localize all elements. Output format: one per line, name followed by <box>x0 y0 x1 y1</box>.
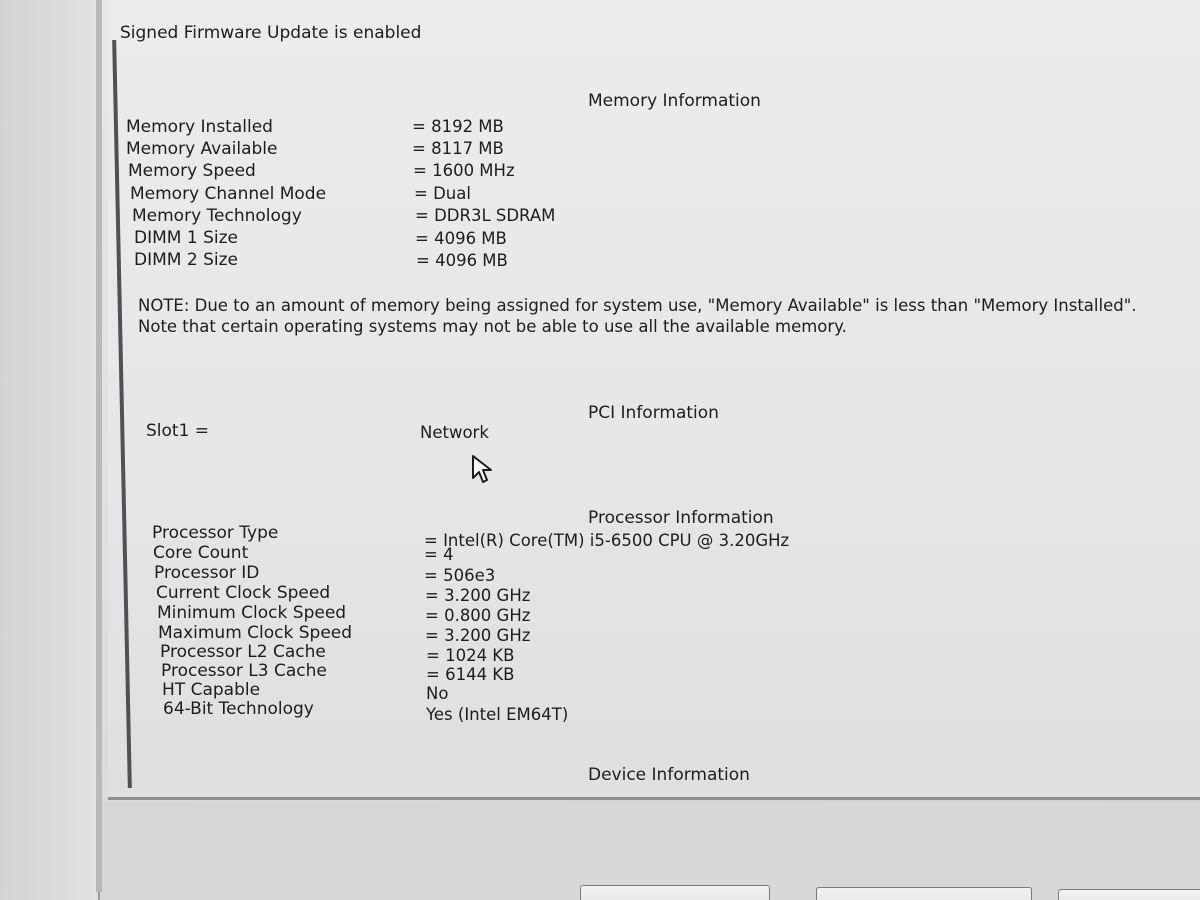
memory-installed-label: Memory Installed <box>126 117 273 137</box>
minimum-clock-speed-value: = 0.800 GHz <box>425 606 531 625</box>
processor-id-value: = 506e3 <box>424 566 496 585</box>
current-clock-speed-value: = 3.200 GHz <box>425 586 531 605</box>
device-information-heading: Device Information <box>588 765 750 785</box>
core-count-label: Core Count <box>153 543 249 563</box>
memory-channel-mode-value: = Dual <box>414 184 471 203</box>
processor-type-value: = Intel(R) Core(TM) i5-6500 CPU @ 3.20GHz <box>424 531 790 550</box>
minimum-clock-speed-label: Minimum Clock Speed <box>157 603 347 623</box>
current-clock-speed-label: Current Clock Speed <box>156 583 331 603</box>
firmware-status-text: Signed Firmware Update is enabled <box>120 23 422 43</box>
maximum-clock-speed-label: Maximum Clock Speed <box>158 623 353 643</box>
64-bit-technology-label: 64-Bit Technology <box>163 699 314 719</box>
memory-speed-value: = 1600 MHz <box>413 161 515 180</box>
pci-information-heading: PCI Information <box>588 403 719 423</box>
dimm-2-size-value: = 4096 MB <box>416 251 508 270</box>
memory-note-text: NOTE: Due to an amount of memory being assigned for system use, "Memory Available" is less than "Memory Installed". Note that certain operating systems may not be able to use all the available memory. <box>138 296 1137 336</box>
processor-l3-cache-value: = 6144 KB <box>426 665 515 684</box>
dimm-2-size-label: DIMM 2 Size <box>134 250 238 270</box>
memory-installed-value: = 8192 MB <box>412 117 504 136</box>
dimm-1-size-label: DIMM 1 Size <box>134 228 238 248</box>
maximum-clock-speed-value: = 3.200 GHz <box>425 626 531 645</box>
slot1-label: Slot1 = <box>146 421 210 441</box>
bottom-button-bar <box>102 803 1200 900</box>
ht-capable-value: No <box>426 684 449 703</box>
64-bit-technology-value: Yes (Intel EM64T) <box>426 705 569 724</box>
memory-technology-label: Memory Technology <box>132 206 302 226</box>
memory-available-value: = 8117 MB <box>412 139 504 158</box>
left-navigation-panel-edge <box>0 0 100 900</box>
bottom-button-2[interactable] <box>816 887 1032 900</box>
core-count-value: = 4 <box>424 545 454 564</box>
system-information-panel[interactable] <box>108 0 1200 800</box>
bottom-button-1[interactable] <box>580 885 770 900</box>
processor-type-label: Processor Type <box>152 523 279 543</box>
memory-speed-label: Memory Speed <box>128 161 256 181</box>
dimm-1-size-value: = 4096 MB <box>415 229 507 248</box>
mouse-pointer-icon <box>470 454 496 484</box>
ht-capable-label: HT Capable <box>162 680 261 700</box>
panel-divider <box>96 0 102 892</box>
slot1-value: Network <box>420 423 489 442</box>
memory-channel-mode-label: Memory Channel Mode <box>130 184 327 204</box>
processor-l2-cache-value: = 1024 KB <box>426 646 515 665</box>
memory-technology-value: = DDR3L SDRAM <box>415 206 556 225</box>
processor-information-heading: Processor Information <box>588 508 774 528</box>
processor-l3-cache-label: Processor L3 Cache <box>161 661 327 681</box>
processor-l2-cache-label: Processor L2 Cache <box>160 642 326 662</box>
memory-information-heading: Memory Information <box>588 91 761 111</box>
processor-id-label: Processor ID <box>154 563 260 583</box>
bottom-button-3[interactable] <box>1058 889 1200 900</box>
memory-available-label: Memory Available <box>126 139 278 159</box>
